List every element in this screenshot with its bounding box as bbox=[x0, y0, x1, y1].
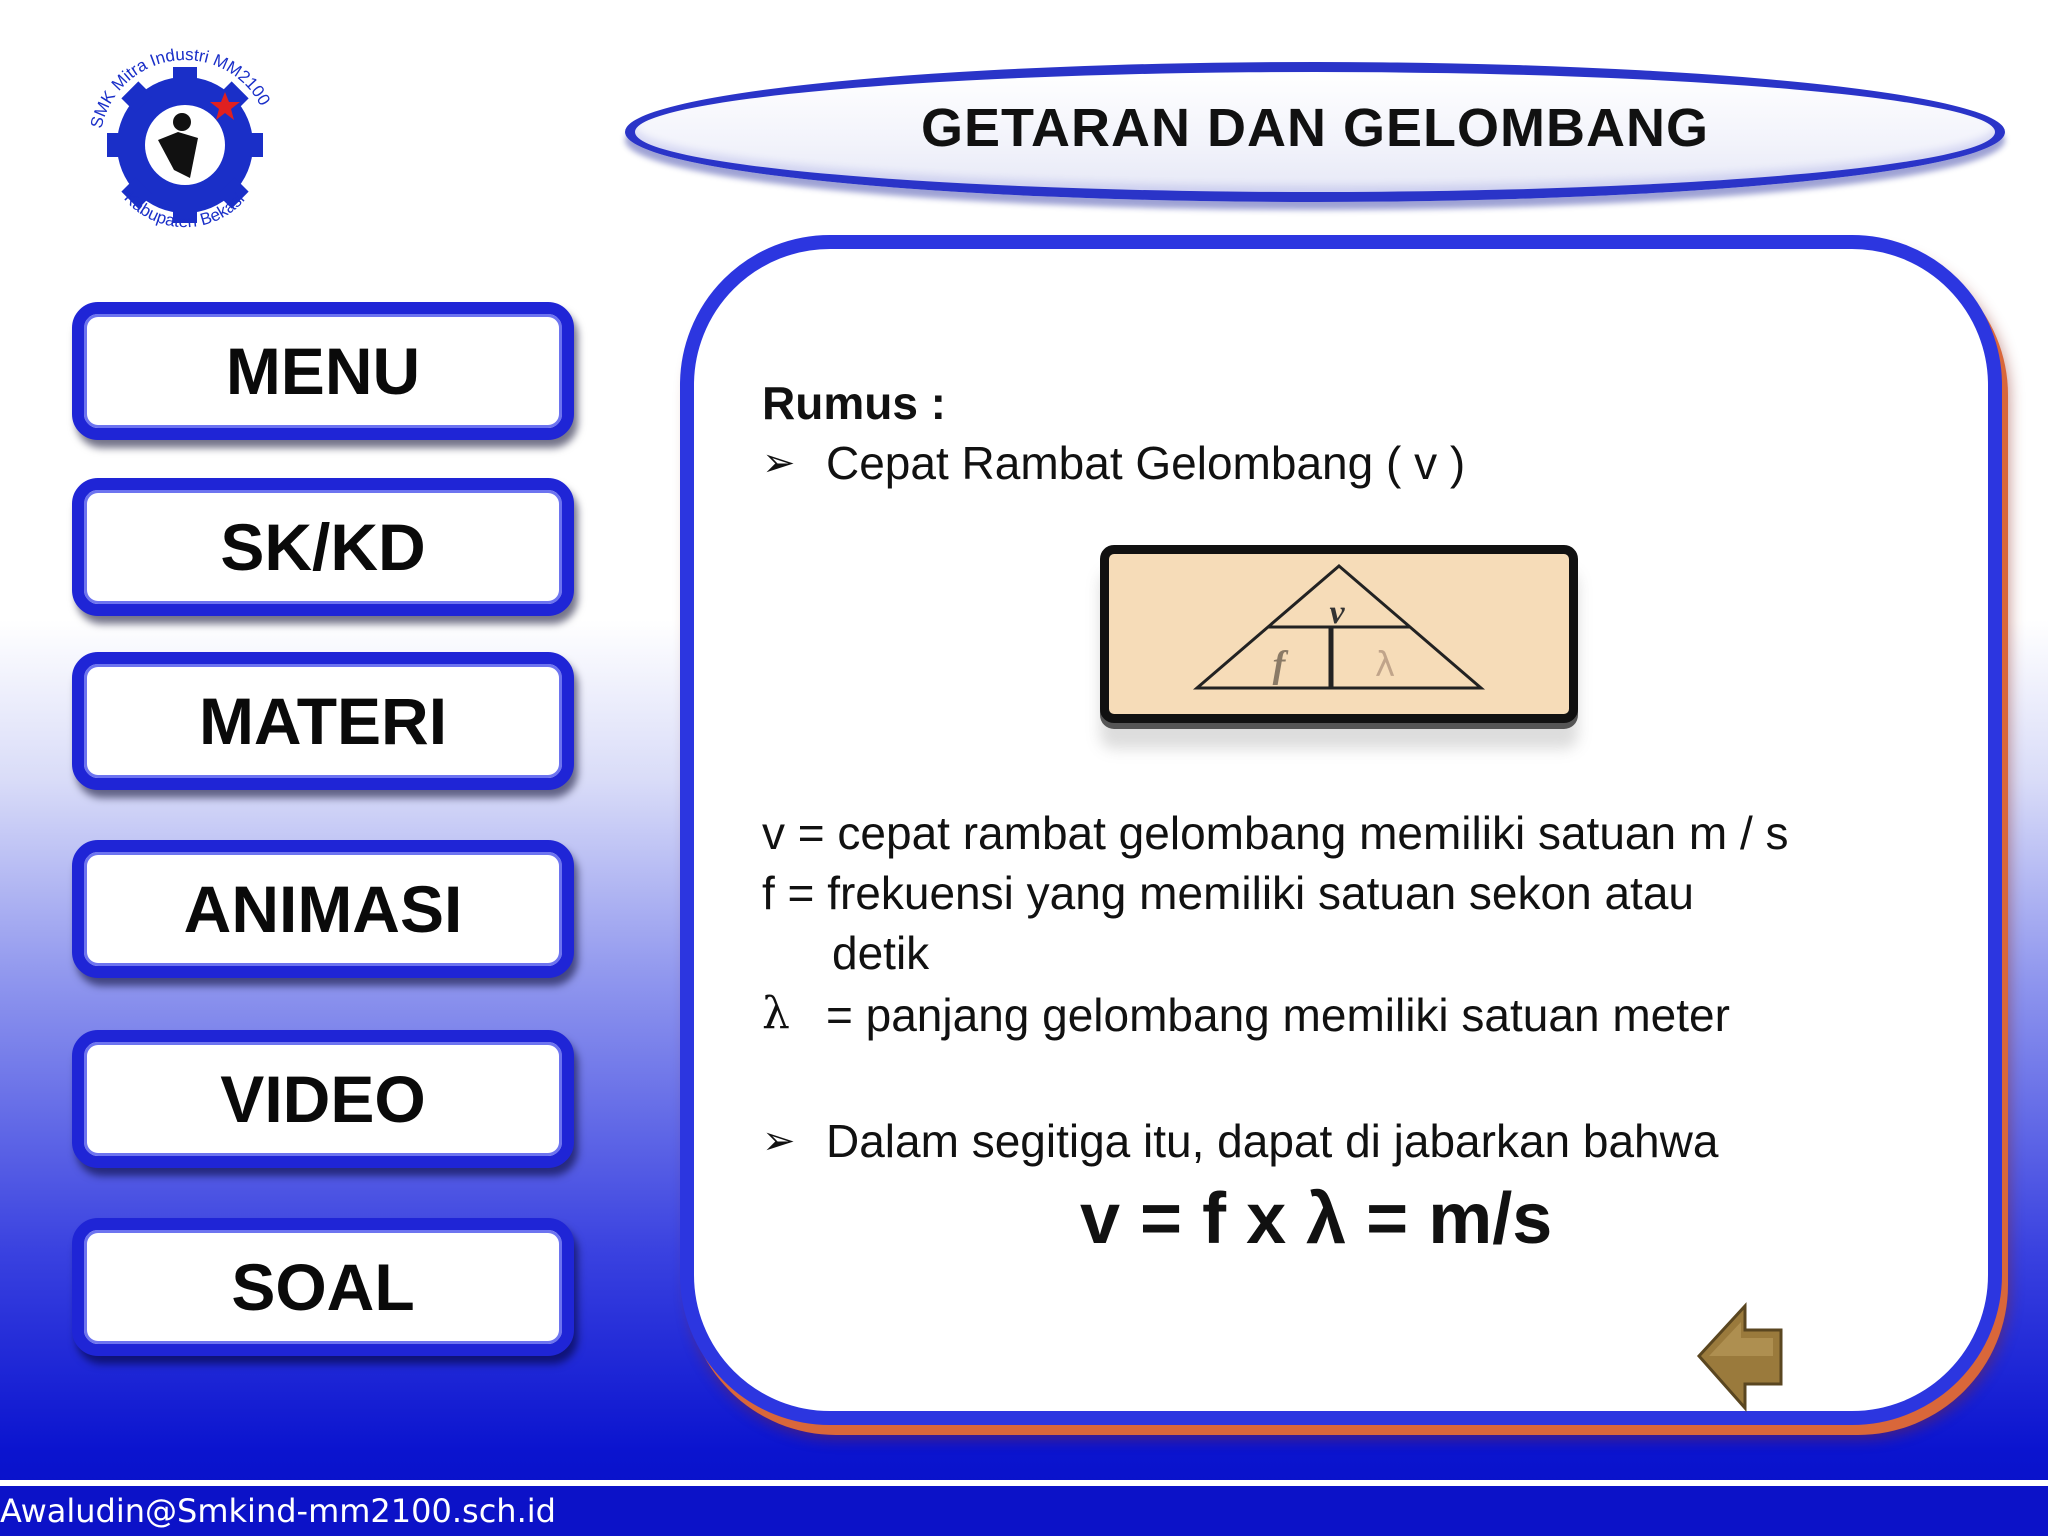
definition-v: v = cepat rambat gelombang memiliki satuan m / s bbox=[762, 807, 1789, 859]
nav-button-label: ANIMASI bbox=[183, 872, 463, 946]
formula-triangle-icon bbox=[1109, 554, 1569, 714]
bullet-text: Cepat Rambat Gelombang ( v ) bbox=[826, 437, 1466, 489]
triangle-label-f: f bbox=[1272, 644, 1286, 686]
page-title: GETARAN DAN GELOMBANG bbox=[921, 98, 1709, 158]
school-logo bbox=[70, 30, 300, 250]
nav-button-animasi[interactable] bbox=[72, 840, 574, 978]
nav-button-skkd[interactable] bbox=[72, 478, 574, 616]
nav-button-menu[interactable] bbox=[72, 302, 574, 440]
nav-button-label: MATERI bbox=[198, 684, 448, 758]
section-heading: Rumus : bbox=[762, 377, 946, 429]
definition-f: f = frekuensi yang memiliki satuan sekon atau bbox=[762, 867, 1694, 919]
nav-button-label: SOAL bbox=[231, 1250, 415, 1324]
nav-button-video[interactable] bbox=[72, 1030, 574, 1168]
nav-button-label: VIDEO bbox=[220, 1062, 426, 1136]
nav-button-label: SK/KD bbox=[220, 510, 426, 584]
nav-button-label: MENU bbox=[225, 334, 421, 408]
bullet-arrow-icon: ➢ bbox=[762, 441, 796, 485]
title-banner bbox=[625, 62, 2005, 202]
triangle-label-v: v bbox=[1329, 594, 1345, 631]
definition-lambda: = panjang gelombang memiliki satuan meter bbox=[826, 989, 1730, 1041]
definition-f-continued: detik bbox=[832, 927, 930, 979]
nav-button-materi[interactable] bbox=[72, 652, 574, 790]
logo-ring-text-top: SMK Mitra Industri MM2100 bbox=[86, 44, 275, 131]
formula-triangle-box bbox=[1100, 545, 1578, 723]
footer-email: Awaludin@Smkind-mm2100.sch.id bbox=[0, 1492, 556, 1530]
logo-ring-text-bottom: Kabupaten Bekasi bbox=[120, 188, 249, 232]
back-arrow-icon[interactable] bbox=[1695, 1298, 1785, 1416]
triangle-label-lambda: λ bbox=[1374, 645, 1396, 685]
bullet-arrow-icon: ➢ bbox=[762, 1119, 796, 1163]
lambda-symbol: λ bbox=[762, 988, 790, 1039]
footer-bar bbox=[0, 1486, 2048, 1536]
main-formula: v = f x λ = m/s bbox=[1080, 1179, 1553, 1259]
nav-button-soal[interactable] bbox=[72, 1218, 574, 1356]
bullet-text-2: Dalam segitiga itu, dapat di jabarkan bahwa bbox=[826, 1115, 1719, 1167]
